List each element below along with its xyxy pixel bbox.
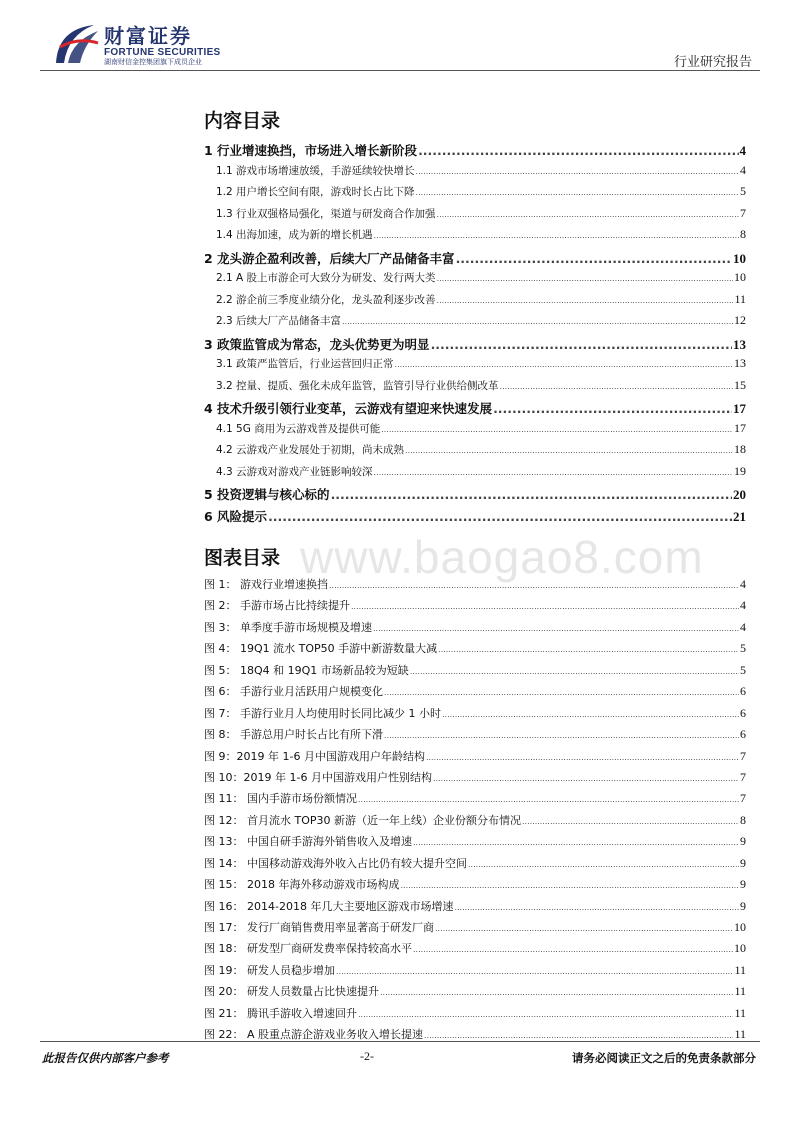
toc-chapter-entry[interactable] bbox=[204, 249, 746, 271]
footer-divider bbox=[40, 1041, 760, 1042]
toc-section-entry[interactable] bbox=[204, 270, 746, 292]
dot-leader bbox=[400, 881, 739, 890]
figure-entry-page: 9 bbox=[740, 834, 746, 849]
company-logo bbox=[54, 23, 221, 67]
dot-leader bbox=[454, 903, 739, 912]
dot-leader bbox=[358, 795, 739, 804]
toc-section-entry-text: 2.3 后续大厂产品储备丰富 bbox=[216, 315, 342, 327]
dot-leader bbox=[426, 753, 739, 762]
figure-entry-page: 8 bbox=[740, 812, 746, 827]
dot-leader bbox=[416, 167, 739, 176]
figure-entry-text: 图 8： 手游总用户时长占比有所下滑 bbox=[204, 728, 383, 742]
figure-entry[interactable] bbox=[204, 597, 746, 618]
dot-leader bbox=[431, 337, 732, 352]
toc-chapter-entry-text: 6 风险提示 bbox=[204, 508, 268, 524]
watermark: www.baogao8.com bbox=[300, 531, 704, 583]
figure-entry-text: 图 6： 手游行业月活跃用户规模变化 bbox=[204, 685, 383, 699]
toc-section-entry-text: 1.4 出海加速，成为新的增长机遇 bbox=[216, 229, 373, 241]
dot-leader bbox=[416, 188, 739, 197]
toc-section-entry-page: 10 bbox=[734, 270, 746, 284]
figure-entry-page: 7 bbox=[740, 769, 746, 784]
figure-entry-text: 图 9：2019 年 1-6 月中国游戏用户年龄结构 bbox=[204, 749, 425, 763]
toc-section-entry[interactable] bbox=[204, 163, 746, 185]
figure-entry-text: 图 19： 研发人员稳步增加 bbox=[204, 963, 335, 977]
figure-entry-page: 11 bbox=[734, 962, 746, 977]
figure-entry-page: 4 bbox=[740, 598, 746, 613]
dot-leader bbox=[437, 274, 733, 283]
dot-leader bbox=[437, 210, 739, 219]
page-header bbox=[40, 20, 760, 72]
figure-entry-text: 图 21： 腾讯手游收入增速回升 bbox=[204, 1006, 357, 1020]
dot-leader bbox=[433, 774, 739, 783]
toc-chapter-entry[interactable] bbox=[204, 507, 746, 529]
figure-entry-page: 6 bbox=[740, 684, 746, 699]
toc-section-entry[interactable] bbox=[204, 313, 746, 335]
toc-section-entry[interactable] bbox=[204, 227, 746, 249]
toc-section-entry[interactable] bbox=[204, 206, 746, 228]
figure-list bbox=[204, 576, 746, 1048]
toc-section-entry-text: 3.2 控量、提质、强化未成年监管，监管引导行业供给侧改革 bbox=[216, 379, 499, 392]
figure-entry-text: 图 14： 中国移动游戏海外收入占比仍有较大提升空间 bbox=[204, 856, 467, 870]
toc-section-entry-page: 17 bbox=[734, 420, 746, 435]
toc-list bbox=[204, 141, 746, 528]
toc-section-entry[interactable] bbox=[204, 356, 746, 378]
figure-entry[interactable] bbox=[204, 812, 746, 833]
figure-entry[interactable] bbox=[204, 962, 746, 983]
dot-leader bbox=[268, 509, 732, 524]
toc-section-entry-text: 4.1 5G 商用为云游戏普及提供可能 bbox=[216, 422, 381, 435]
toc-section-entry-text: 3.1 政策严监管后，行业运营回归正常 bbox=[216, 358, 394, 370]
figure-entry[interactable] bbox=[204, 769, 746, 790]
dot-leader bbox=[424, 1031, 733, 1040]
figure-entry[interactable] bbox=[204, 705, 746, 726]
toc-chapter-entry-page: 21 bbox=[733, 508, 746, 524]
toc-section-entry[interactable] bbox=[204, 184, 746, 206]
figure-entry-page: 6 bbox=[740, 727, 746, 742]
toc-section-entry-page: 19 bbox=[734, 463, 746, 478]
dot-leader bbox=[380, 988, 733, 997]
toc-section-entry-text: 1.2 用户增长空间有限，游戏时长占比下降 bbox=[216, 186, 415, 198]
toc-chapter-entry-page: 13 bbox=[733, 336, 746, 352]
toc-section-entry[interactable] bbox=[204, 378, 746, 400]
figure-entry-text: 图 15： 2018 年海外移动游戏市场构成 bbox=[204, 878, 400, 892]
logo-text bbox=[104, 25, 221, 67]
toc-chapter-entry[interactable] bbox=[204, 335, 746, 357]
figure-entry-page: 6 bbox=[740, 705, 746, 720]
logo-chinese-name: 财富证券 bbox=[104, 24, 192, 48]
toc-section-entry[interactable] bbox=[204, 292, 746, 314]
report-type-label: 行业研究报告 bbox=[673, 55, 752, 70]
dot-leader bbox=[336, 967, 733, 976]
figure-entry-text: 图 3： 单季度手游市场规模及增速 bbox=[204, 620, 372, 634]
toc-chapter-entry-page: 10 bbox=[733, 250, 746, 266]
toc-section-entry-text: 4.2 云游戏产业发展处于初期，尚未成熟 bbox=[216, 444, 405, 456]
dot-leader bbox=[381, 425, 733, 434]
figure-entry-text: 图 2： 手游市场占比持续提升 bbox=[204, 599, 350, 613]
toc-section-entry-page: 11 bbox=[734, 291, 746, 306]
toc-title: 内容目录 bbox=[204, 110, 281, 132]
toc-section-entry[interactable] bbox=[204, 442, 746, 464]
figure-entry-text: 图 1： 游戏行业增速换挡 bbox=[204, 578, 328, 591]
figure-entry[interactable] bbox=[204, 662, 746, 683]
figure-entry[interactable] bbox=[204, 640, 746, 661]
figure-entry[interactable] bbox=[204, 833, 746, 854]
dot-leader bbox=[522, 817, 739, 826]
figure-entry[interactable] bbox=[204, 1026, 746, 1047]
figure-entry-text: 图 12： 首月流水 TOP30 新游（近一年上线）企业份额分布情况 bbox=[204, 813, 521, 827]
toc-chapter-entry-text: 4 技术升级引领行业变革，云游戏有望迎来快速发展 bbox=[204, 401, 493, 416]
toc-chapter-entry-page: 4 bbox=[739, 143, 746, 158]
dot-leader bbox=[500, 382, 733, 391]
dot-leader bbox=[468, 860, 739, 869]
figure-entry[interactable] bbox=[204, 1005, 746, 1026]
toc-chapter-entry-page: 20 bbox=[733, 487, 746, 502]
dot-leader bbox=[438, 645, 739, 654]
toc-chapter-entry-page: 17 bbox=[733, 401, 746, 416]
toc-section-entry-text: 1.3 行业双强格局强化，渠道与研发商合作加强 bbox=[216, 207, 436, 220]
logo-english-name: FORTUNE SECURITIES bbox=[104, 47, 221, 58]
figure-entry[interactable] bbox=[204, 748, 746, 769]
toc-section-entry-text: 2.1 A 股上市游企可大致分为研发、发行两大类 bbox=[216, 272, 436, 284]
toc-section-entry-text: 2.2 游企前三季度业绩分化，龙头盈利逐步改善 bbox=[216, 293, 436, 306]
dot-leader bbox=[384, 688, 739, 697]
dot-leader bbox=[384, 731, 739, 740]
toc-chapter-entry[interactable] bbox=[204, 485, 746, 507]
figure-entry[interactable] bbox=[204, 576, 746, 597]
toc-section-entry-page: 18 bbox=[734, 442, 746, 456]
dot-leader bbox=[410, 667, 739, 676]
dot-leader bbox=[493, 401, 732, 416]
toc-section-entry-page: 8 bbox=[740, 227, 746, 241]
figure-entry-page: 10 bbox=[734, 941, 746, 956]
figure-entry-page: 11 bbox=[734, 1005, 746, 1020]
dot-leader bbox=[374, 231, 739, 240]
figure-entry[interactable] bbox=[204, 940, 746, 961]
dot-leader bbox=[405, 446, 733, 455]
toc-section-entry-page: 13 bbox=[734, 356, 746, 370]
figure-entry-page: 4 bbox=[740, 577, 746, 591]
dot-leader bbox=[437, 296, 734, 305]
figure-entry-text: 图 7： 手游行业月人均使用时长同比减少 1 小时 bbox=[204, 706, 441, 720]
dot-leader bbox=[413, 945, 733, 954]
toc-section-entry-page: 15 bbox=[734, 377, 746, 392]
dot-leader bbox=[435, 924, 733, 933]
footer-disclaimer-left: 此报告仅供内部客户参考 bbox=[42, 1051, 169, 1065]
toc-chapter-entry-text: 1 行业增速换挡，市场进入增长新阶段 bbox=[204, 143, 418, 158]
dot-leader bbox=[374, 468, 733, 477]
toc-chapter-entry-text: 2 龙头游企盈利改善，后续大厂产品储备丰富 bbox=[204, 250, 455, 266]
dot-leader bbox=[342, 317, 733, 326]
dot-leader bbox=[413, 838, 739, 847]
figure-entry[interactable] bbox=[204, 898, 746, 919]
dot-leader bbox=[331, 487, 732, 502]
dot-leader bbox=[395, 360, 733, 369]
figure-entry-text: 图 18： 研发型厂商研发费率保持较高水平 bbox=[204, 942, 412, 956]
logo-subtitle: 湖南财信金控集团旗下成员企业 bbox=[104, 58, 202, 66]
figure-entry-page: 10 bbox=[734, 920, 746, 934]
figure-entry[interactable] bbox=[204, 855, 746, 876]
figure-list-title: 图表目录 bbox=[204, 547, 281, 569]
figure-entry-text: 图 5： 18Q4 和 19Q1 市场新品较为短缺 bbox=[204, 663, 409, 677]
figure-entry-text: 图 17： 发行厂商销售费用率显著高于研发厂商 bbox=[204, 921, 434, 934]
figure-entry-page: 11 bbox=[734, 984, 746, 999]
dot-leader bbox=[418, 143, 738, 158]
figure-entry[interactable] bbox=[204, 726, 746, 747]
toc-section-entry-page: 4 bbox=[740, 162, 746, 177]
figure-entry[interactable] bbox=[204, 790, 746, 811]
dot-leader bbox=[442, 710, 739, 719]
figure-entry-text: 图 4： 19Q1 流水 TOP50 手游中新游数量大减 bbox=[204, 642, 438, 656]
figure-entry[interactable] bbox=[204, 619, 746, 640]
figure-entry-page: 5 bbox=[740, 662, 746, 677]
figure-entry-page: 9 bbox=[740, 855, 746, 870]
figure-entry-page: 4 bbox=[740, 619, 746, 634]
toc-section-entry-page: 12 bbox=[734, 313, 746, 327]
figure-entry[interactable] bbox=[204, 683, 746, 704]
figure-entry[interactable] bbox=[204, 876, 746, 897]
page-number: -2- bbox=[360, 1049, 374, 1063]
figure-entry-page: 5 bbox=[740, 641, 746, 656]
toc-section-entry[interactable] bbox=[204, 464, 746, 486]
figure-entry-text: 图 22： A 股重点游企游戏业务收入增长提速 bbox=[204, 1028, 424, 1042]
dot-leader bbox=[358, 1010, 733, 1019]
figure-entry-page: 11 bbox=[734, 1027, 746, 1042]
figure-entry-page: 7 bbox=[740, 791, 746, 806]
dot-leader bbox=[351, 602, 739, 611]
toc-section-entry-text: 4.3 云游戏对游戏产业链影响较深 bbox=[216, 465, 373, 478]
toc-chapter-entry-text: 5 投资逻辑与核心标的 bbox=[204, 487, 330, 502]
figure-entry-page: 9 bbox=[740, 898, 746, 913]
fortune-logo-icon bbox=[54, 23, 100, 67]
dot-leader bbox=[456, 251, 732, 266]
figure-entry-text: 图 16： 2014-2018 年几大主要地区游戏市场增速 bbox=[204, 899, 454, 913]
figure-entry-page: 9 bbox=[740, 877, 746, 892]
dot-leader bbox=[329, 581, 739, 590]
figure-entry-text: 图 13： 中国自研手游海外销售收入及增速 bbox=[204, 835, 412, 849]
figure-entry[interactable] bbox=[204, 983, 746, 1004]
header-divider bbox=[40, 70, 760, 71]
figure-entry-page: 7 bbox=[740, 748, 746, 763]
toc-chapter-entry[interactable] bbox=[204, 141, 746, 163]
toc-section-entry-page: 7 bbox=[740, 205, 746, 220]
toc-section-entry[interactable] bbox=[204, 421, 746, 443]
toc-chapter-entry-text: 3 政策监管成为常态，龙头优势更为明显 bbox=[204, 336, 430, 352]
dot-leader bbox=[373, 624, 739, 633]
figure-entry-text: 图 11： 国内手游市场份额情况 bbox=[204, 792, 357, 806]
toc-section-entry-text: 1.1 游戏市场增速放缓，手游延续较快增长 bbox=[216, 164, 415, 177]
figure-entry-text: 图 10：2019 年 1-6 月中国游戏用户性别结构 bbox=[204, 770, 432, 784]
footer-disclaimer-right: 请务必阅读正文之后的免责条款部分 bbox=[572, 1051, 756, 1065]
figure-entry[interactable] bbox=[204, 919, 746, 940]
toc-chapter-entry[interactable] bbox=[204, 399, 746, 421]
figure-entry-text: 图 20： 研发人员数量占比快速提升 bbox=[204, 985, 379, 999]
toc-section-entry-page: 5 bbox=[740, 184, 746, 198]
